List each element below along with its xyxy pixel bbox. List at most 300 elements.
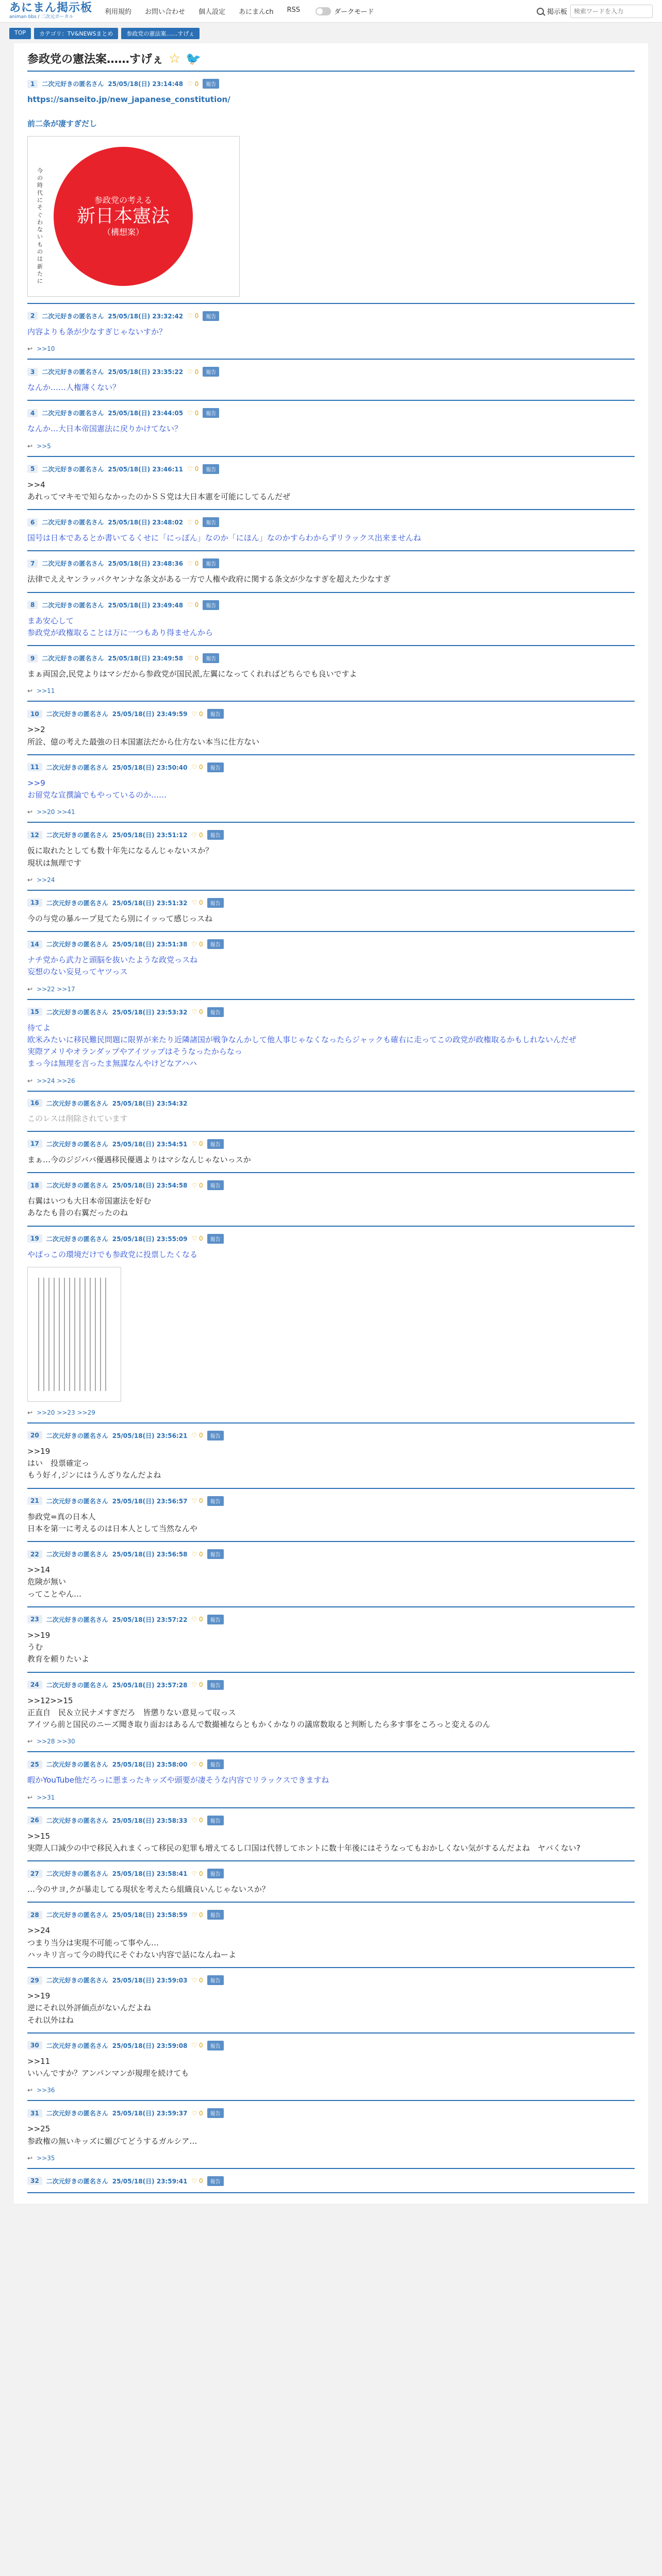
like-count-value: 0 [194,560,199,567]
report-button[interactable]: 報告 [207,1816,224,1825]
post-date: 25/05/18(日) 23:51:38 [112,941,188,948]
like-count[interactable] [191,1140,203,1147]
poster-name: 二次元好きの匿名さん [46,1497,108,1505]
reply-links[interactable] [27,1794,635,1801]
search-scope-label[interactable]: 掲示板 [547,8,567,16]
report-button[interactable]: 報告 [207,709,224,719]
reply-links[interactable] [27,808,635,816]
post-meta [27,2108,635,2118]
like-count[interactable] [191,2042,203,2049]
post-meta [27,762,635,772]
like-icon[interactable]: ♡ [191,1976,200,1984]
like-icon[interactable]: ♡ [191,2109,200,2117]
post-number[interactable]: 26 [27,1816,42,1824]
like-count[interactable] [191,1977,203,1984]
nav-contact[interactable]: お問い合わせ [145,8,186,16]
post [27,1423,635,1489]
like-count[interactable] [187,368,198,376]
post [27,510,635,551]
post-meta [27,408,635,418]
post-body: 参政党=真の日本人 日本を第一に考えるのは日本人として当然なんや [27,1512,198,1533]
post-meta [27,653,635,663]
reply-anchors[interactable]: >>24 >>26 [37,1077,75,1084]
report-button[interactable]: 報告 [203,653,219,663]
like-count[interactable] [187,655,198,662]
like-icon[interactable]: ♡ [191,1870,200,1877]
like-icon[interactable]: ♡ [191,1140,200,1148]
reply-anchors[interactable]: >>35 [37,2154,55,2162]
post-date: 25/05/18(日) 23:35:22 [108,368,184,376]
report-button[interactable]: 報告 [207,1139,224,1149]
reply-icon: ↩ [27,687,33,695]
document-image[interactable] [27,1267,121,1402]
like-count[interactable] [191,1870,203,1877]
post-number[interactable]: 23 [27,1615,42,1623]
report-button[interactable]: 報告 [207,1680,224,1690]
reply-anchors[interactable]: >>20 >>41 [37,808,75,816]
reply-icon: ↩ [27,442,33,450]
post [27,1132,635,1173]
like-icon[interactable]: ♡ [191,1616,200,1623]
post-number[interactable]: 5 [27,465,38,473]
poster-name: 二次元好きの匿名さん [46,1870,108,1877]
like-count[interactable] [191,764,203,771]
post-date: 25/05/18(日) 23:49:58 [108,655,184,662]
report-button[interactable]: 報告 [203,600,219,610]
report-button[interactable]: 報告 [207,1180,224,1190]
post-number[interactable]: 17 [27,1140,42,1148]
like-count[interactable] [187,519,198,526]
post-body: >>12>>15 正直自 民＆立民ナメすぎだろ 皆懲りない意見って収っス アイツら前と国民のニーズ聞き取り面おはあるんで数撮補ならともかくかなりの議席数取ると判断したら多す事をころっと変えるのん [27,1696,490,1729]
poster-name: 二次元好きの匿名さん [46,1432,108,1439]
post-date: 25/05/18(日) 23:50:40 [112,764,188,771]
poster-name: 二次元好きの匿名さん [42,80,104,88]
post-number[interactable]: 25 [27,1760,42,1769]
like-icon[interactable]: ♡ [187,80,195,88]
breadcrumb-thread[interactable]: 参政党の憲法案……すげぇ [121,28,200,39]
poster-name: 二次元好きの匿名さん [46,1235,108,1243]
poster-name: 二次元好きの匿名さん [46,1008,108,1016]
post-number[interactable]: 29 [27,1976,42,1985]
poster-name: 二次元好きの匿名さん [42,465,104,473]
post-number[interactable]: 2 [27,312,38,320]
post-date: 25/05/18(日) 23:54:58 [112,1182,188,1189]
emblem-text [77,195,170,238]
post-number[interactable]: 10 [27,710,42,718]
reply-anchors[interactable]: >>11 [37,687,55,695]
like-count[interactable] [191,941,203,948]
document-text-line [43,1278,44,1391]
post-body: まぁ両国会,民党よりはマシだから参政党が国民派,左翼になってくれればどちらでも良いですよ [27,669,357,679]
reply-anchors[interactable]: >>10 [37,345,55,352]
report-button[interactable]: 報告 [207,2108,224,2118]
post-date: 25/05/18(日) 23:32:42 [108,312,184,320]
post [27,1607,635,1673]
nav-rss[interactable]: RSS [287,6,300,14]
report-button[interactable]: 報告 [203,517,219,527]
poster-name: 二次元好きの匿名さん [42,560,104,568]
like-count-value: 0 [199,1140,203,1148]
post-meta [27,1680,635,1690]
like-count[interactable] [191,1551,203,1558]
poster-name: 二次元好きの匿名さん [46,1817,108,1824]
post-date: 25/05/18(日) 23:44:05 [108,410,184,417]
search-icon[interactable] [537,8,544,15]
poster-name: 二次元好きの匿名さん [42,368,104,376]
like-count-value: 0 [199,1976,203,1984]
thread-header [27,50,635,72]
post-number[interactable]: 27 [27,1870,42,1878]
like-icon[interactable]: ♡ [191,1497,200,1504]
post-date: 25/05/18(日) 23:46:11 [108,465,184,473]
post-list [27,72,635,2193]
post-meta [27,367,635,377]
like-count-value: 0 [199,1497,203,1504]
like-count[interactable] [191,1182,203,1189]
like-count-value: 0 [199,2042,203,2049]
reply-icon: ↩ [27,1409,33,1416]
reply-links[interactable] [27,1077,635,1084]
post-meta [27,464,635,474]
post-meta [27,1496,635,1506]
poster-name: 二次元好きの匿名さん [46,1140,108,1148]
post-date: 25/05/18(日) 23:57:28 [112,1681,188,1689]
report-button[interactable]: 報告 [207,2176,224,2186]
post-date: 25/05/18(日) 23:55:09 [112,1235,188,1243]
reply-links[interactable] [27,876,635,884]
reply-icon: ↩ [27,1077,33,1084]
reply-links[interactable] [27,2155,635,2162]
post-meta [27,1099,635,1108]
post-date: 25/05/18(日) 23:48:02 [108,519,184,526]
report-button[interactable]: 報告 [207,1975,224,1985]
like-count-value: 0 [199,710,203,718]
like-count[interactable] [187,312,198,319]
logo-text: あにまん掲示板 [9,2,93,14]
report-button[interactable]: 報告 [203,367,219,377]
post-date: 25/05/18(日) 23:56:58 [112,1551,188,1558]
like-count-value: 0 [194,80,199,88]
like-count-value: 0 [199,1550,203,1558]
report-button[interactable]: 報告 [203,408,219,418]
post-number[interactable]: 31 [27,2109,42,2117]
post-number[interactable]: 15 [27,1008,42,1016]
report-button[interactable]: 報告 [207,1431,224,1440]
post-number[interactable]: 18 [27,1181,42,1190]
reply-anchors[interactable]: >>28 >>30 [37,1738,75,1745]
nav-animanch[interactable]: あにまんch [239,8,274,16]
like-count[interactable] [187,80,198,88]
reply-links[interactable] [27,1409,635,1416]
reply-links[interactable] [27,345,635,352]
post-number[interactable]: 3 [27,368,38,376]
post-number[interactable]: 28 [27,1911,42,1919]
post [27,755,635,823]
post-number[interactable]: 14 [27,940,42,948]
report-button[interactable]: 報告 [207,2041,224,2050]
report-button[interactable]: 報告 [207,1615,224,1624]
post-body: >>9 お留党な宣撰論でもやっているのか…… [27,778,167,800]
top-bar [0,0,662,23]
post-date: 25/05/18(日) 23:49:59 [112,710,188,718]
like-count-value: 0 [194,601,199,608]
like-count[interactable] [187,465,198,472]
post-date: 25/05/18(日) 23:54:51 [112,1140,188,1148]
like-icon[interactable]: ♡ [191,1817,200,1824]
post [27,2033,635,2102]
post-number[interactable]: 24 [27,1681,42,1689]
reply-links[interactable] [27,443,635,450]
like-count-value: 0 [194,518,199,526]
post-body: >>25 参政権の無いキッズに媚びてどうするガルシア… [27,2124,197,2146]
like-icon[interactable]: ♡ [187,560,195,567]
report-button[interactable]: 報告 [207,1496,224,1506]
emblem-line-sub: （構想案） [102,227,144,238]
report-button[interactable]: 報告 [203,558,219,568]
like-count[interactable] [191,1497,203,1504]
like-count-value: 0 [199,1008,203,1015]
post-number[interactable]: 19 [27,1234,42,1243]
like-icon[interactable]: ♡ [191,764,200,771]
like-count-value: 0 [199,831,203,839]
emblem-line-main: 新日本憲法 [76,206,170,227]
reply-anchors[interactable]: >>31 [37,1793,55,1801]
post-number[interactable]: 13 [27,899,42,907]
report-button[interactable]: 報告 [207,830,224,840]
poster-name: 二次元好きの匿名さん [42,312,104,320]
like-icon[interactable]: ♡ [187,409,195,417]
report-button[interactable]: 報告 [207,1549,224,1559]
post-number[interactable]: 21 [27,1497,42,1505]
reply-links[interactable] [27,2087,635,2094]
post-number[interactable]: 16 [27,1099,42,1107]
post-body: >>19 はい 投票確定っ もう好イ,ジンにはうんざりなんだよね [27,1446,161,1480]
search-input[interactable] [570,5,653,18]
post-number[interactable]: 20 [27,1431,42,1439]
post-date: 25/05/18(日) 23:51:32 [112,899,188,907]
reply-anchors[interactable]: >>24 [37,876,55,884]
like-icon[interactable]: ♡ [187,601,195,608]
reply-links[interactable] [27,687,635,694]
post-meta [27,898,635,908]
reply-icon: ↩ [27,345,33,352]
like-count[interactable] [191,1911,203,1919]
constitution-image[interactable] [27,136,240,297]
post-meta [27,830,635,840]
like-count-value: 0 [199,1616,203,1623]
like-icon[interactable]: ♡ [187,465,195,472]
like-count[interactable] [191,1681,203,1688]
post-body: >>2 所詮、億の考えた最強の日本国憲法だから仕方ない本当に仕方ない [27,725,260,747]
post-date: 25/05/18(日) 23:59:08 [112,2042,188,2049]
post-number[interactable]: 4 [27,409,38,417]
like-icon[interactable]: ♡ [187,518,195,526]
reply-anchors[interactable]: >>20 >>23 >>29 [37,1409,95,1416]
post-meta [27,1869,635,1878]
post-number[interactable]: 22 [27,1550,42,1558]
report-button[interactable]: 報告 [207,1759,224,1769]
like-icon[interactable]: ♡ [187,654,195,662]
like-count[interactable] [191,1235,203,1242]
like-count[interactable] [191,1008,203,1015]
post-body: >>24 つまり当分は実現不可能って事やん… ハッキリ言って今の時代にそぐわない内容で話になんねーよ [27,1926,237,1959]
toggle-switch-icon[interactable] [316,7,331,15]
post-meta [27,2176,635,2186]
poster-name: 二次元好きの匿名さん [46,764,108,771]
poster-name: 二次元好きの匿名さん [42,519,104,526]
post-body: なんか…大日本帝国憲法に戻りかけてない？ [27,424,183,434]
like-count[interactable] [187,560,198,567]
post-body: …今のサヨ,クが暴走してる現状を考えたら組織良いんじゃないスか？ [27,1885,270,1894]
like-icon[interactable]: ♡ [187,312,195,320]
like-count[interactable] [191,899,203,906]
like-count[interactable] [191,710,203,718]
post-meta [27,1975,635,1985]
like-icon[interactable]: ♡ [191,1760,200,1768]
like-icon[interactable]: ♡ [191,1432,200,1439]
document-text-line [59,1278,60,1391]
post-number[interactable]: 32 [27,2177,42,2185]
reply-links[interactable] [27,986,635,993]
dark-mode-toggle[interactable] [316,6,374,16]
post-meta [27,2041,635,2050]
post-body: 今の与党の暴ループ見てたら別にイッって感じっスね [27,913,212,923]
like-icon[interactable]: ♡ [191,1681,200,1688]
document-text-line [64,1278,65,1391]
reply-icon: ↩ [27,1738,33,1745]
breadcrumb-category[interactable]: カテゴリ：TV&NEWSまとめ [34,28,118,39]
like-count[interactable] [191,2110,203,2117]
post-body: このレスは削除されています [27,1113,128,1123]
like-count[interactable] [191,1616,203,1623]
post-number[interactable]: 11 [27,763,42,771]
like-count-value: 0 [199,2109,203,2117]
nav-terms[interactable]: 利用規約 [105,8,132,16]
reply-icon: ↩ [27,876,33,884]
like-icon[interactable]: ♡ [191,1008,200,1015]
post-body: >>14 危険が無い ってことやん… [27,1565,82,1599]
post-number[interactable]: 1 [27,80,38,88]
post-meta [27,311,635,321]
post [27,1861,635,1903]
poster-name: 二次元好きの匿名さん [46,2110,108,2117]
post [27,593,635,647]
post-number[interactable]: 9 [27,654,38,663]
nav-settings[interactable]: 個人設定 [198,8,226,16]
post-number[interactable]: 6 [27,518,38,527]
like-count-value: 0 [199,1432,203,1439]
report-button[interactable]: 報告 [207,898,224,908]
favorite-star-icon[interactable]: ☆ [169,50,181,66]
report-button[interactable]: 報告 [207,1910,224,1920]
like-icon[interactable]: ♡ [191,1181,200,1189]
post [27,1752,635,1808]
post-body: >>19 逆にそれ以外評価点がないんだよね それ以外はね [27,1991,152,2025]
reply-anchors[interactable]: >>22 >>17 [37,985,75,993]
post-date: 25/05/18(日) 23:58:59 [112,1911,188,1919]
document-text-line [38,1278,39,1391]
post [27,1092,635,1132]
reply-anchors[interactable]: >>36 [37,2087,55,2094]
post-body: >>15 実際人口減少の中で移民入れまくって移民の犯罪も増えてるし口国は代替してホントに数十年後にはそうなってもおかしくない気がするんだよね ヤバくない? [27,1831,581,1853]
thread-container [14,43,648,2204]
like-count[interactable] [187,601,198,608]
like-count[interactable] [191,1432,203,1439]
like-count-value: 0 [199,1911,203,1919]
report-button[interactable]: 報告 [207,939,224,949]
poster-name: 二次元好きの匿名さん [46,710,108,718]
like-icon[interactable]: ♡ [191,710,200,718]
report-button[interactable]: 報告 [203,311,219,321]
post-number[interactable]: 7 [27,560,38,568]
post-body: 国号は日本であるとか書いてるくせに「にっぽん」なのか「にほん」なのかすらわからずリラックス出来ませんね [27,533,421,543]
breadcrumb [0,23,662,39]
site-logo[interactable] [9,3,92,20]
like-icon[interactable]: ♡ [191,1911,200,1919]
like-icon[interactable]: ♡ [191,1550,200,1558]
post [27,891,635,932]
report-button[interactable]: 報告 [207,762,224,772]
post-meta [27,1180,635,1190]
post-body: まあ安心して 参政党が政権取ることは万に一つもあり得ませんから [27,616,213,637]
like-icon[interactable]: ♡ [191,940,200,948]
post-body: >>4 あれってマキモで知らなかったのかＳＳ党は大日本憲を可能にしてるんだぜ [27,480,291,501]
post-date: 25/05/18(日) 23:14:48 [108,80,184,88]
post-meta [27,1615,635,1624]
post-date: 25/05/18(日) 23:53:32 [112,1008,188,1016]
like-count[interactable] [191,832,203,839]
like-icon[interactable]: ♡ [191,899,200,907]
post-number[interactable]: 12 [27,831,42,839]
post [27,401,635,456]
like-count[interactable] [187,410,198,417]
report-button[interactable]: 報告 [203,79,219,89]
post [27,2169,635,2193]
report-button[interactable]: 報告 [207,1007,224,1017]
like-icon[interactable]: ♡ [191,831,200,839]
reply-anchors[interactable]: >>5 [37,442,51,450]
report-button[interactable]: 報告 [207,1234,224,1244]
like-icon[interactable]: ♡ [191,1235,200,1242]
post-body[interactable]: https://sanseito.jp/new_japanese_constitution/ 前二条が凄すぎだし [27,95,230,128]
like-icon[interactable]: ♡ [191,2177,200,2185]
post-date: 25/05/18(日) 23:58:00 [112,1761,188,1769]
post [27,360,635,401]
dark-mode-label: ダークモード [334,8,374,16]
like-count[interactable] [191,2177,203,2184]
breadcrumb-top[interactable]: TOP [9,28,31,39]
twitter-share-icon[interactable]: 🐦 [186,51,202,66]
report-button[interactable]: 報告 [207,1869,224,1878]
post-meta [27,1234,635,1244]
document-text-line [69,1278,70,1391]
like-icon[interactable]: ♡ [187,368,195,376]
reply-icon: ↩ [27,1793,33,1801]
post-body: 仮に取れたとしても数十年先になるんじゃないスか？ 現状は無理です [27,846,213,868]
like-count[interactable] [191,1761,203,1768]
post-number[interactable]: 8 [27,601,38,609]
like-icon[interactable]: ♡ [191,2042,200,2049]
post-meta [27,709,635,719]
post-date: 25/05/18(日) 23:59:41 [112,2177,188,2185]
poster-name: 二次元好きの匿名さん [46,2042,108,2049]
report-button[interactable]: 報告 [203,464,219,474]
search-area [537,5,653,18]
reply-icon: ↩ [27,2087,33,2094]
reply-links[interactable] [27,1738,635,1745]
like-count[interactable] [191,1817,203,1824]
post-number[interactable]: 30 [27,2041,42,2049]
